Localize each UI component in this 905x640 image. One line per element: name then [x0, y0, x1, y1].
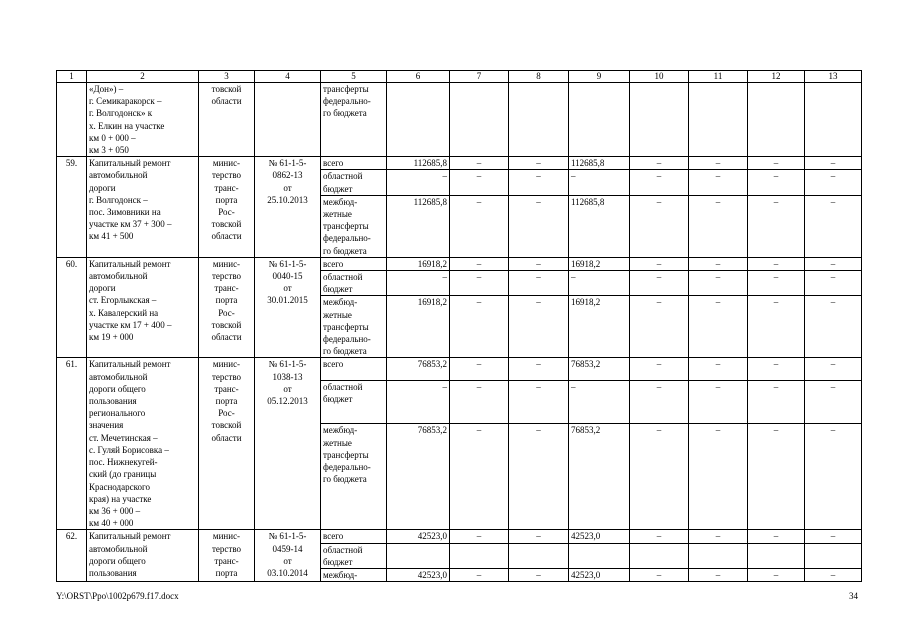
- funding-source-cell: всего: [321, 257, 387, 270]
- value-cell: –: [387, 381, 450, 424]
- table-cell: [450, 83, 509, 157]
- value-cell: –: [689, 358, 748, 381]
- value-cell: –: [630, 257, 689, 270]
- value-cell: [387, 543, 450, 568]
- value-cell: –: [805, 195, 862, 257]
- value-cell: –: [450, 296, 509, 358]
- table-row: [57, 257, 862, 270]
- value-cell: [509, 543, 569, 568]
- value-cell: –: [509, 424, 569, 530]
- value-cell: –: [689, 257, 748, 270]
- value-cell: –: [569, 271, 630, 296]
- value-cell: –: [748, 157, 805, 170]
- value-cell: –: [689, 195, 748, 257]
- value-cell: –: [805, 424, 862, 530]
- value-cell: –: [509, 195, 569, 257]
- value-cell: –: [805, 358, 862, 381]
- value-cell: –: [509, 358, 569, 381]
- funding-source-cell: межбюд- жетные трансферты федерально- го бюджета: [321, 296, 387, 358]
- value-cell: –: [450, 257, 509, 270]
- value-cell: [569, 543, 630, 568]
- row-number-cell: 62.: [57, 530, 87, 582]
- column-number-cell: 13: [805, 71, 862, 83]
- value-cell: 76853,2: [387, 424, 450, 530]
- object-name-cell: Капитальный ремонт автомобильной дороги общего пользования: [87, 530, 199, 582]
- value-cell: –: [450, 381, 509, 424]
- value-cell: –: [689, 157, 748, 170]
- ministry-cell: минис- терство транс- порта Рос- товской области: [199, 358, 255, 530]
- value-cell: –: [630, 568, 689, 581]
- value-cell: 76853,2: [569, 424, 630, 530]
- value-cell: –: [630, 296, 689, 358]
- value-cell: –: [689, 170, 748, 195]
- value-cell: –: [805, 157, 862, 170]
- funding-source-cell: всего: [321, 157, 387, 170]
- table-cell: [57, 83, 87, 157]
- value-cell: –: [450, 157, 509, 170]
- object-name-cell: Капитальный ремонт автомобильной дороги общего пользования регионального значения ст. Мечетинская – с. Гуляй Борисовка – пос. Нижнекугей- ский (до границы Краснодарского края) на участке км 36 + 000 – км 40 + 000: [87, 358, 199, 530]
- ministry-cell: минис- терство транс- порта: [199, 530, 255, 582]
- value-cell: –: [509, 296, 569, 358]
- table-cell: «Дон») – г. Семикаракорск – г. Волгодонск» к х. Елкин на участке км 0 + 000 – км 3 + 050: [87, 83, 199, 157]
- funding-source-cell: областной бюджет: [321, 170, 387, 195]
- value-cell: –: [450, 530, 509, 543]
- value-cell: 42523,0: [569, 568, 630, 581]
- value-cell: –: [450, 170, 509, 195]
- column-number-cell: 12: [748, 71, 805, 83]
- column-number-cell: 5: [321, 71, 387, 83]
- value-cell: –: [569, 381, 630, 424]
- value-cell: 42523,0: [387, 530, 450, 543]
- value-cell: –: [689, 296, 748, 358]
- column-number-row: [57, 71, 862, 83]
- page-number: 34: [849, 591, 858, 601]
- funding-source-cell: межбюд- жетные трансферты федерально- го бюджета: [321, 195, 387, 257]
- column-number-cell: 7: [450, 71, 509, 83]
- value-cell: –: [630, 424, 689, 530]
- funding-source-cell: всего: [321, 530, 387, 543]
- table-cell: [689, 83, 748, 157]
- value-cell: –: [450, 271, 509, 296]
- value-cell: 16918,2: [569, 257, 630, 270]
- value-cell: [630, 543, 689, 568]
- column-number-cell: 2: [87, 71, 199, 83]
- value-cell: 112685,8: [569, 157, 630, 170]
- value-cell: –: [630, 271, 689, 296]
- document-cell: № 61-1-5- 1038-13 от 05.12.2013: [255, 358, 321, 530]
- value-cell: –: [630, 530, 689, 543]
- value-cell: –: [748, 296, 805, 358]
- column-number-cell: 3: [199, 71, 255, 83]
- value-cell: [805, 543, 862, 568]
- value-cell: –: [630, 381, 689, 424]
- value-cell: –: [805, 271, 862, 296]
- row-number-cell: 59.: [57, 157, 87, 258]
- value-cell: –: [509, 381, 569, 424]
- value-cell: –: [748, 424, 805, 530]
- value-cell: –: [805, 170, 862, 195]
- value-cell: –: [689, 530, 748, 543]
- value-cell: –: [805, 568, 862, 581]
- value-cell: 16918,2: [387, 296, 450, 358]
- value-cell: –: [748, 530, 805, 543]
- value-cell: –: [689, 381, 748, 424]
- value-cell: –: [630, 358, 689, 381]
- funding-source-cell: межбюд-: [321, 568, 387, 581]
- table-cell: [748, 83, 805, 157]
- column-number-cell: 4: [255, 71, 321, 83]
- column-number-cell: 11: [689, 71, 748, 83]
- value-cell: 42523,0: [569, 530, 630, 543]
- row-number-cell: 60.: [57, 257, 87, 358]
- document-cell: № 61-1-5- 0040-15 от 30.01.2015: [255, 257, 321, 358]
- value-cell: 112685,8: [387, 195, 450, 257]
- column-number-cell: 6: [387, 71, 450, 83]
- value-cell: 16918,2: [387, 257, 450, 270]
- value-cell: –: [805, 381, 862, 424]
- value-cell: 76853,2: [387, 358, 450, 381]
- object-name-cell: Капитальный ремонт автомобильной дороги ст. Егорлыкская – х. Кавалерский на участке км 17 + 400 – км 19 + 000: [87, 257, 199, 358]
- value-cell: –: [630, 157, 689, 170]
- value-cell: –: [748, 358, 805, 381]
- column-number-cell: 1: [57, 71, 87, 83]
- value-cell: –: [450, 568, 509, 581]
- value-cell: –: [748, 257, 805, 270]
- table-cell: [805, 83, 862, 157]
- value-cell: 112685,8: [387, 157, 450, 170]
- continuation-row: [57, 83, 862, 157]
- value-cell: –: [630, 195, 689, 257]
- table-cell: [509, 83, 569, 157]
- value-cell: –: [630, 170, 689, 195]
- value-cell: 76853,2: [569, 358, 630, 381]
- value-cell: [689, 543, 748, 568]
- value-cell: –: [509, 170, 569, 195]
- value-cell: –: [805, 296, 862, 358]
- table-cell: [569, 83, 630, 157]
- object-name-cell: Капитальный ремонт автомобильной дороги г. Волгодонск – пос. Зимовники на участке км 37 + 300 – км 41 + 500: [87, 157, 199, 258]
- program-table: [56, 70, 862, 582]
- funding-source-cell: областной бюджет: [321, 381, 387, 424]
- funding-source-cell: межбюд- жетные трансферты федерально- го бюджета: [321, 424, 387, 530]
- funding-source-cell: всего: [321, 358, 387, 381]
- value-cell: –: [450, 424, 509, 530]
- column-number-cell: 10: [630, 71, 689, 83]
- value-cell: –: [569, 170, 630, 195]
- value-cell: –: [450, 358, 509, 381]
- value-cell: –: [387, 271, 450, 296]
- file-path: Y:\ORST\Ppo\1002p679.f17.docx: [56, 591, 179, 601]
- ministry-cell: минис- терство транс- порта Рос- товской области: [199, 157, 255, 258]
- table-cell: трансферты федерально- го бюджета: [321, 83, 387, 157]
- value-cell: 16918,2: [569, 296, 630, 358]
- funding-source-cell: областной бюджет: [321, 271, 387, 296]
- value-cell: –: [387, 170, 450, 195]
- value-cell: –: [748, 271, 805, 296]
- value-cell: –: [509, 257, 569, 270]
- value-cell: 112685,8: [569, 195, 630, 257]
- value-cell: –: [509, 568, 569, 581]
- value-cell: –: [689, 568, 748, 581]
- row-number-cell: 61.: [57, 358, 87, 530]
- value-cell: –: [450, 195, 509, 257]
- document-cell: № 61-1-5- 0862-13 от 25.10.2013: [255, 157, 321, 258]
- value-cell: –: [689, 424, 748, 530]
- value-cell: [748, 543, 805, 568]
- table-row: [57, 530, 862, 543]
- value-cell: –: [748, 195, 805, 257]
- column-number-cell: 9: [569, 71, 630, 83]
- table-cell: [255, 83, 321, 157]
- document-cell: № 61-1-5- 0459-14 от 03.10.2014: [255, 530, 321, 582]
- value-cell: –: [509, 530, 569, 543]
- value-cell: –: [689, 271, 748, 296]
- value-cell: –: [805, 530, 862, 543]
- value-cell: –: [509, 157, 569, 170]
- value-cell: –: [805, 257, 862, 270]
- value-cell: –: [748, 568, 805, 581]
- column-number-cell: 8: [509, 71, 569, 83]
- table-cell: [630, 83, 689, 157]
- value-cell: –: [509, 271, 569, 296]
- table-cell: [387, 83, 450, 157]
- value-cell: [450, 543, 509, 568]
- value-cell: 42523,0: [387, 568, 450, 581]
- value-cell: –: [748, 170, 805, 195]
- value-cell: –: [748, 381, 805, 424]
- table-row: [57, 157, 862, 170]
- table-cell: товской области: [199, 83, 255, 157]
- ministry-cell: минис- терство транс- порта Рос- товской области: [199, 257, 255, 358]
- funding-source-cell: областной бюджет: [321, 543, 387, 568]
- table-row: [57, 358, 862, 381]
